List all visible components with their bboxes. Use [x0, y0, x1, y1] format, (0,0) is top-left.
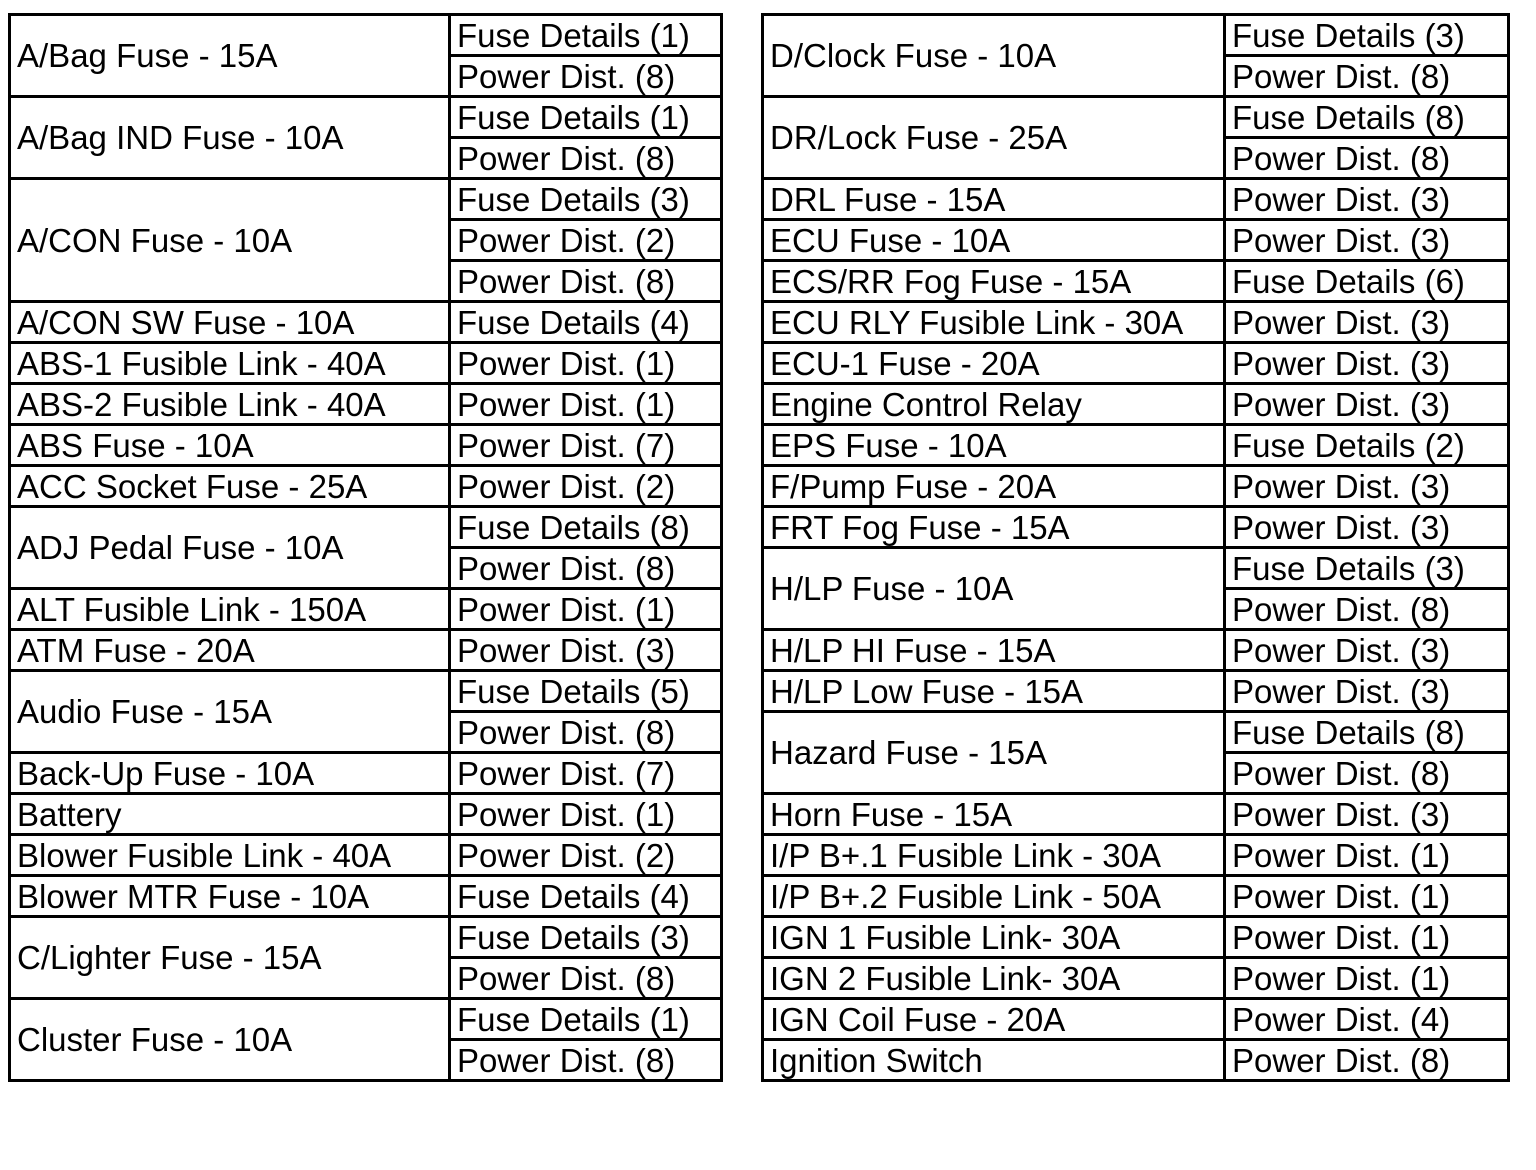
table-row — [763, 261, 1509, 302]
reference-cell: Fuse Details (6) — [1225, 261, 1509, 302]
component-name-cell: Audio Fuse - 15A — [10, 671, 450, 753]
component-name-cell: Engine Control Relay — [763, 384, 1225, 425]
reference-cell: Power Dist. (1) — [1225, 876, 1509, 917]
reference-cell: Power Dist. (2) — [450, 835, 722, 876]
table-row — [763, 1040, 1509, 1081]
component-name-cell: D/Clock Fuse - 10A — [763, 15, 1225, 97]
component-name-cell: H/LP HI Fuse - 15A — [763, 630, 1225, 671]
component-name-cell: FRT Fog Fuse - 15A — [763, 507, 1225, 548]
reference-cell: Power Dist. (7) — [450, 753, 722, 794]
table-row — [10, 302, 722, 343]
reference-cell: Power Dist. (8) — [1225, 56, 1509, 97]
reference-cell: Power Dist. (1) — [450, 589, 722, 630]
reference-cell: Power Dist. (3) — [1225, 794, 1509, 835]
reference-cell: Power Dist. (2) — [450, 220, 722, 261]
reference-cell: Fuse Details (3) — [450, 179, 722, 220]
component-name-cell: DR/Lock Fuse - 25A — [763, 97, 1225, 179]
component-name-cell: Back-Up Fuse - 10A — [10, 753, 450, 794]
table-row — [10, 343, 722, 384]
component-name-cell: C/Lighter Fuse - 15A — [10, 917, 450, 999]
table-row — [10, 384, 722, 425]
table-row — [10, 917, 722, 958]
reference-cell: Power Dist. (1) — [1225, 917, 1509, 958]
component-name-cell: EPS Fuse - 10A — [763, 425, 1225, 466]
reference-cell: Power Dist. (2) — [450, 466, 722, 507]
table-row — [763, 384, 1509, 425]
reference-cell: Fuse Details (3) — [1225, 548, 1509, 589]
component-name-cell: Ignition Switch — [763, 1040, 1225, 1081]
component-name-cell: A/Bag IND Fuse - 10A — [10, 97, 450, 179]
reference-cell: Fuse Details (8) — [1225, 712, 1509, 753]
reference-cell: Power Dist. (8) — [450, 56, 722, 97]
table-row — [10, 999, 722, 1040]
reference-cell: Power Dist. (1) — [450, 384, 722, 425]
component-name-cell: ECS/RR Fog Fuse - 15A — [763, 261, 1225, 302]
reference-cell: Power Dist. (3) — [1225, 343, 1509, 384]
component-name-cell: IGN 2 Fusible Link- 30A — [763, 958, 1225, 999]
reference-cell: Power Dist. (7) — [450, 425, 722, 466]
component-name-cell: H/LP Low Fuse - 15A — [763, 671, 1225, 712]
component-name-cell: IGN 1 Fusible Link- 30A — [763, 917, 1225, 958]
component-name-cell: ECU-1 Fuse - 20A — [763, 343, 1225, 384]
table-row — [763, 712, 1509, 753]
reference-cell: Power Dist. (8) — [450, 261, 722, 302]
reference-cell: Fuse Details (5) — [450, 671, 722, 712]
reference-cell: Power Dist. (1) — [450, 343, 722, 384]
table-row — [763, 835, 1509, 876]
reference-cell: Power Dist. (3) — [1225, 220, 1509, 261]
reference-cell: Power Dist. (4) — [1225, 999, 1509, 1040]
reference-cell: Power Dist. (8) — [1225, 589, 1509, 630]
table-row — [763, 917, 1509, 958]
reference-cell: Power Dist. (8) — [1225, 753, 1509, 794]
table-row — [10, 753, 722, 794]
reference-cell: Power Dist. (8) — [450, 138, 722, 179]
right-fuse-table-body — [763, 15, 1509, 1081]
component-name-cell: ECU Fuse - 10A — [763, 220, 1225, 261]
component-name-cell: ACC Socket Fuse - 25A — [10, 466, 450, 507]
reference-cell: Fuse Details (1) — [450, 999, 722, 1040]
component-name-cell: ECU RLY Fusible Link - 30A — [763, 302, 1225, 343]
reference-cell: Power Dist. (3) — [1225, 384, 1509, 425]
reference-cell: Power Dist. (3) — [1225, 466, 1509, 507]
table-row — [763, 343, 1509, 384]
table-row — [763, 302, 1509, 343]
table-row — [10, 876, 722, 917]
reference-cell: Power Dist. (3) — [1225, 630, 1509, 671]
component-name-cell: ALT Fusible Link - 150A — [10, 589, 450, 630]
reference-cell: Power Dist. (8) — [450, 958, 722, 999]
component-name-cell: F/Pump Fuse - 20A — [763, 466, 1225, 507]
table-row — [10, 179, 722, 220]
reference-cell: Fuse Details (3) — [450, 917, 722, 958]
component-name-cell: Horn Fuse - 15A — [763, 794, 1225, 835]
component-name-cell: A/CON Fuse - 10A — [10, 179, 450, 302]
reference-cell: Power Dist. (3) — [1225, 507, 1509, 548]
table-row — [10, 15, 722, 56]
table-row — [763, 507, 1509, 548]
component-name-cell: ATM Fuse - 20A — [10, 630, 450, 671]
reference-cell: Power Dist. (8) — [1225, 1040, 1509, 1081]
table-row — [763, 179, 1509, 220]
reference-cell: Power Dist. (3) — [1225, 179, 1509, 220]
left-fuse-table — [8, 13, 723, 1082]
reference-cell: Fuse Details (1) — [450, 15, 722, 56]
component-name-cell: DRL Fuse - 15A — [763, 179, 1225, 220]
table-row — [10, 507, 722, 548]
reference-cell: Power Dist. (3) — [450, 630, 722, 671]
table-row — [763, 958, 1509, 999]
reference-cell: Power Dist. (3) — [1225, 671, 1509, 712]
component-name-cell: ABS-1 Fusible Link - 40A — [10, 343, 450, 384]
reference-cell: Power Dist. (8) — [1225, 138, 1509, 179]
left-fuse-table-body — [10, 15, 722, 1081]
reference-cell: Power Dist. (3) — [1225, 302, 1509, 343]
table-row — [10, 466, 722, 507]
reference-cell: Fuse Details (8) — [1225, 97, 1509, 138]
component-name-cell: Blower MTR Fuse - 10A — [10, 876, 450, 917]
reference-cell: Fuse Details (8) — [450, 507, 722, 548]
component-name-cell: IGN Coil Fuse - 20A — [763, 999, 1225, 1040]
table-row — [10, 794, 722, 835]
table-row — [10, 835, 722, 876]
table-row — [10, 589, 722, 630]
reference-cell: Fuse Details (1) — [450, 97, 722, 138]
table-row — [763, 999, 1509, 1040]
component-name-cell: ABS Fuse - 10A — [10, 425, 450, 466]
component-name-cell: A/CON SW Fuse - 10A — [10, 302, 450, 343]
reference-cell: Power Dist. (8) — [450, 712, 722, 753]
component-name-cell: ADJ Pedal Fuse - 10A — [10, 507, 450, 589]
reference-cell: Fuse Details (2) — [1225, 425, 1509, 466]
table-row — [10, 671, 722, 712]
reference-cell: Fuse Details (4) — [450, 876, 722, 917]
table-row — [763, 220, 1509, 261]
table-row — [763, 548, 1509, 589]
component-name-cell: Cluster Fuse - 10A — [10, 999, 450, 1081]
component-name-cell: H/LP Fuse - 10A — [763, 548, 1225, 630]
table-row — [763, 876, 1509, 917]
component-name-cell: Blower Fusible Link - 40A — [10, 835, 450, 876]
reference-cell: Fuse Details (3) — [1225, 15, 1509, 56]
table-row — [10, 97, 722, 138]
component-name-cell: I/P B+.1 Fusible Link - 30A — [763, 835, 1225, 876]
reference-cell: Power Dist. (1) — [1225, 835, 1509, 876]
component-name-cell: I/P B+.2 Fusible Link - 50A — [763, 876, 1225, 917]
reference-cell: Power Dist. (8) — [450, 1040, 722, 1081]
component-name-cell: Battery — [10, 794, 450, 835]
table-row — [763, 97, 1509, 138]
table-row — [10, 425, 722, 466]
reference-cell: Power Dist. (8) — [450, 548, 722, 589]
right-fuse-table — [761, 13, 1510, 1082]
table-row — [763, 15, 1509, 56]
reference-cell: Power Dist. (1) — [1225, 958, 1509, 999]
table-row — [763, 425, 1509, 466]
component-name-cell: Hazard Fuse - 15A — [763, 712, 1225, 794]
table-row — [10, 630, 722, 671]
reference-cell: Fuse Details (4) — [450, 302, 722, 343]
table-row — [763, 630, 1509, 671]
component-name-cell: ABS-2 Fusible Link - 40A — [10, 384, 450, 425]
table-row — [763, 671, 1509, 712]
component-name-cell: A/Bag Fuse - 15A — [10, 15, 450, 97]
table-row — [763, 794, 1509, 835]
table-row — [763, 466, 1509, 507]
reference-cell: Power Dist. (1) — [450, 794, 722, 835]
